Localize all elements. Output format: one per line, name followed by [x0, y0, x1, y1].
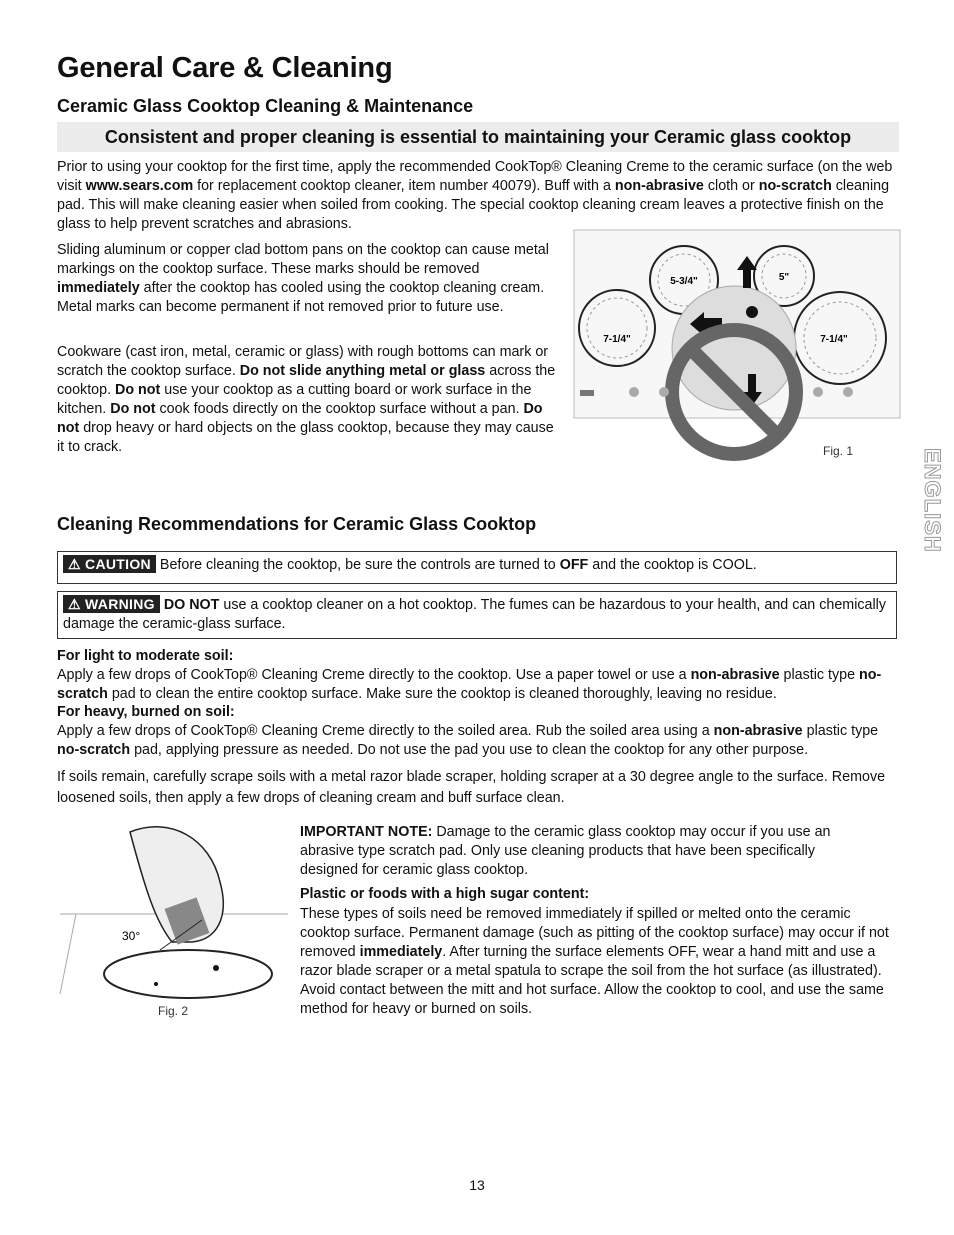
fig2-label: Fig. 2: [158, 1004, 189, 1018]
sugar-title: Plastic or foods with a high sugar content:: [300, 886, 590, 902]
burner-ring: [104, 950, 272, 998]
caution-box: ⚠ CAUTION Before cleaning the cooktop, be sure the controls are turned to OFF and the cooktop is COOL.: [57, 551, 897, 584]
fig1-label: Fig. 1: [823, 444, 854, 458]
recommendations-title: Cleaning Recommendations for Ceramic Glass Cooktop: [57, 514, 537, 534]
language-tab-text: ENGLISH: [920, 448, 945, 553]
page-number: 13: [469, 1177, 485, 1193]
warning-box: ⚠ WARNING DO NOT use a cooktop cleaner on a hot cooktop. The fumes can be hazardous to your health, and can chemically damage the ceramic-glass surface.: [57, 591, 897, 639]
cooktop-figure: [572, 228, 902, 468]
aluminum-paragraph: Sliding aluminum or copper clad bottom pans on the cooktop can cause metal markings on the cooktop surface. These marks should be removed immediately after the cooktop has cooled using the cooktop cleaning cream. Metal marks can become permanent if not removed prior to future use.: [57, 242, 549, 315]
zone-label-tr: 5": [778, 272, 790, 283]
intro-paragraph: Prior to using your cooktop for the first time, apply the recommended CookTop® Cleaning Creme to the ceramic surface (on the web visit www.sears.com for replacement cooktop cleaner, item number 40079). Buff with a non-abrasive cloth or no-scratch cleaning pad. This will make cleaning easier when soiled from cooking. The special cooktop cleaning cream leaves a protective finish on the glass to help prevent scratches and abrasions.: [57, 159, 893, 232]
warning-badge: ⚠ WARNING: [63, 595, 160, 613]
zone-label-tl: 5-3/4": [670, 276, 698, 287]
scraper-figure: [60, 822, 290, 1002]
web-link[interactable]: www.sears.com: [85, 178, 194, 194]
language-tab: [910, 446, 945, 576]
zone-label-br: 7-1/4": [820, 334, 848, 345]
sugar-paragraph: These types of soils need be removed immediately if spilled or melted onto the ceramic cooktop surface. Permanent damage (such as pitting of the cooktop surface) may occur if not removed immediately. After turning the surface elements OFF, wear a hand mitt and use a razor blade scraper or a metal spatula to scrape the soil from the hot surface (as illustrated). Avoid contact between the mitt and hot surface. Allow the cooktop to cool, and use the same method for heavy or burned on soils.: [300, 906, 889, 1017]
cookware-paragraph: Cookware (cast iron, metal, ceramic or glass) with rough bottoms can mark or scratch the cooktop surface. Do not slide anything metal or glass across the cooktop. Do not use your cooktop as a cutting board or work surface in the kitchen. Do not cook foods directly on the cooktop surface without a pan. Do not drop heavy or hard objects on the glass cooktop, because they may cause it to crack.: [57, 344, 556, 455]
light-soil-paragraph: Apply a few drops of CookTop® Cleaning Creme directly to the cooktop. Use a paper towel or use a non-abrasive plastic type no-scratch pad to clean the entire cooktop surface. Make sure the cooktop is cleaned thoroughly, leaving no residue.: [57, 667, 882, 702]
zone-label-bl: 7-1/4": [603, 334, 631, 345]
section-title: Ceramic Glass Cooktop Cleaning & Maintenance: [57, 96, 474, 116]
important-note: IMPORTANT NOTE: Damage to the ceramic glass cooktop may occur if you use an abrasive type scratch pad. Only use cleaning products that have been specifically designed for ceramic glass cooktop.: [300, 824, 831, 878]
light-soil-title: For light to moderate soil:: [57, 648, 234, 664]
angle-label: 30°: [122, 929, 141, 943]
heavy-soil-title: For heavy, burned on soil:: [57, 704, 235, 720]
page-title: General Care & Cleaning: [57, 52, 393, 84]
banner: Consistent and proper cleaning is essential to maintaining your Ceramic glass cooktop: [57, 122, 899, 152]
scrape-paragraph: If soils remain, carefully scrape soils with a metal razor blade scraper, holding scraper at a 30 degree angle to the surface. Remove loosened soils, then apply a few drops of cleaning cream and buff surface clean.: [57, 769, 886, 806]
caution-badge: ⚠ CAUTION: [63, 555, 156, 573]
heavy-soil-paragraph: Apply a few drops of CookTop® Cleaning Creme directly to the soiled area. Rub the soiled area using a non-abrasive plastic type no-scratch pad, applying pressure as needed. Do not use the pad you use to clean the cooktop for any other purpose.: [57, 723, 879, 758]
